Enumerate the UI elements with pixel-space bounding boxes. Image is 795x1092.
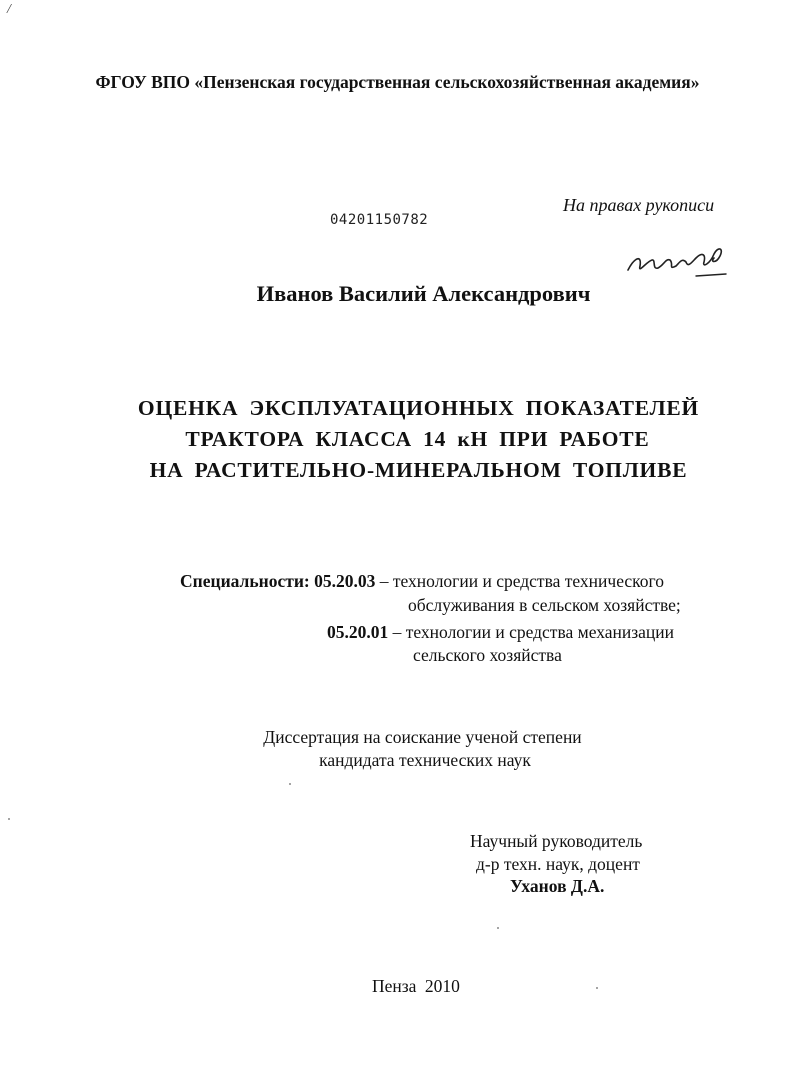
dissertation-title-line-3: НА РАСТИТЕЛЬНО-МИНЕРАЛЬНОМ ТОПЛИВЕ bbox=[149, 458, 688, 482]
specialty-2-row bbox=[327, 622, 674, 643]
city-year: Пенза 2010 bbox=[372, 976, 460, 996]
scan-speck bbox=[497, 927, 499, 929]
specialty-1-row bbox=[180, 571, 664, 592]
degree-line-2: кандидата технических наук bbox=[319, 750, 531, 770]
signature-icon bbox=[622, 240, 732, 284]
degree-line-1: Диссертация на соискание ученой степени bbox=[263, 727, 582, 747]
author-name: Иванов Василий Александрович bbox=[256, 281, 591, 306]
corner-mark: / bbox=[7, 2, 11, 17]
author-signature bbox=[622, 240, 732, 284]
scan-speck bbox=[8, 818, 10, 820]
supervisor-label: Научный руководитель bbox=[470, 831, 643, 851]
organization-header: ФГОУ ВПО «Пензенская государственная сельскохозяйственная академия» bbox=[95, 72, 700, 92]
scan-speck bbox=[289, 783, 291, 785]
manuscript-note: На правах рукописи bbox=[563, 195, 715, 215]
scan-speck bbox=[596, 987, 598, 989]
specialty-1-description: – технологии и средства технического bbox=[379, 571, 665, 591]
specialty-2-code: 05.20.01 bbox=[327, 622, 389, 642]
dissertation-title-line-1: ОЦЕНКА ЭКСПЛУАТАЦИОННЫХ ПОКАЗАТЕЛЕЙ bbox=[137, 396, 700, 420]
dissertation-title-line-2: ТРАКТОРА КЛАССА 14 кН ПРИ РАБОТЕ bbox=[185, 427, 650, 451]
supervisor-name: Уханов Д.А. bbox=[510, 876, 605, 896]
specialty-1-description-cont: обслуживания в сельском хозяйстве; bbox=[408, 595, 681, 615]
catalog-code: 04201150782 bbox=[330, 212, 429, 228]
specialties-label: Специальности: bbox=[180, 571, 310, 591]
supervisor-title: д-р техн. наук, доцент bbox=[476, 854, 640, 874]
specialty-1-code: 05.20.03 bbox=[314, 571, 376, 591]
specialty-2-description: – технологии и средства механизации bbox=[392, 622, 675, 642]
specialty-2-description-cont: сельского хозяйства bbox=[413, 645, 562, 665]
